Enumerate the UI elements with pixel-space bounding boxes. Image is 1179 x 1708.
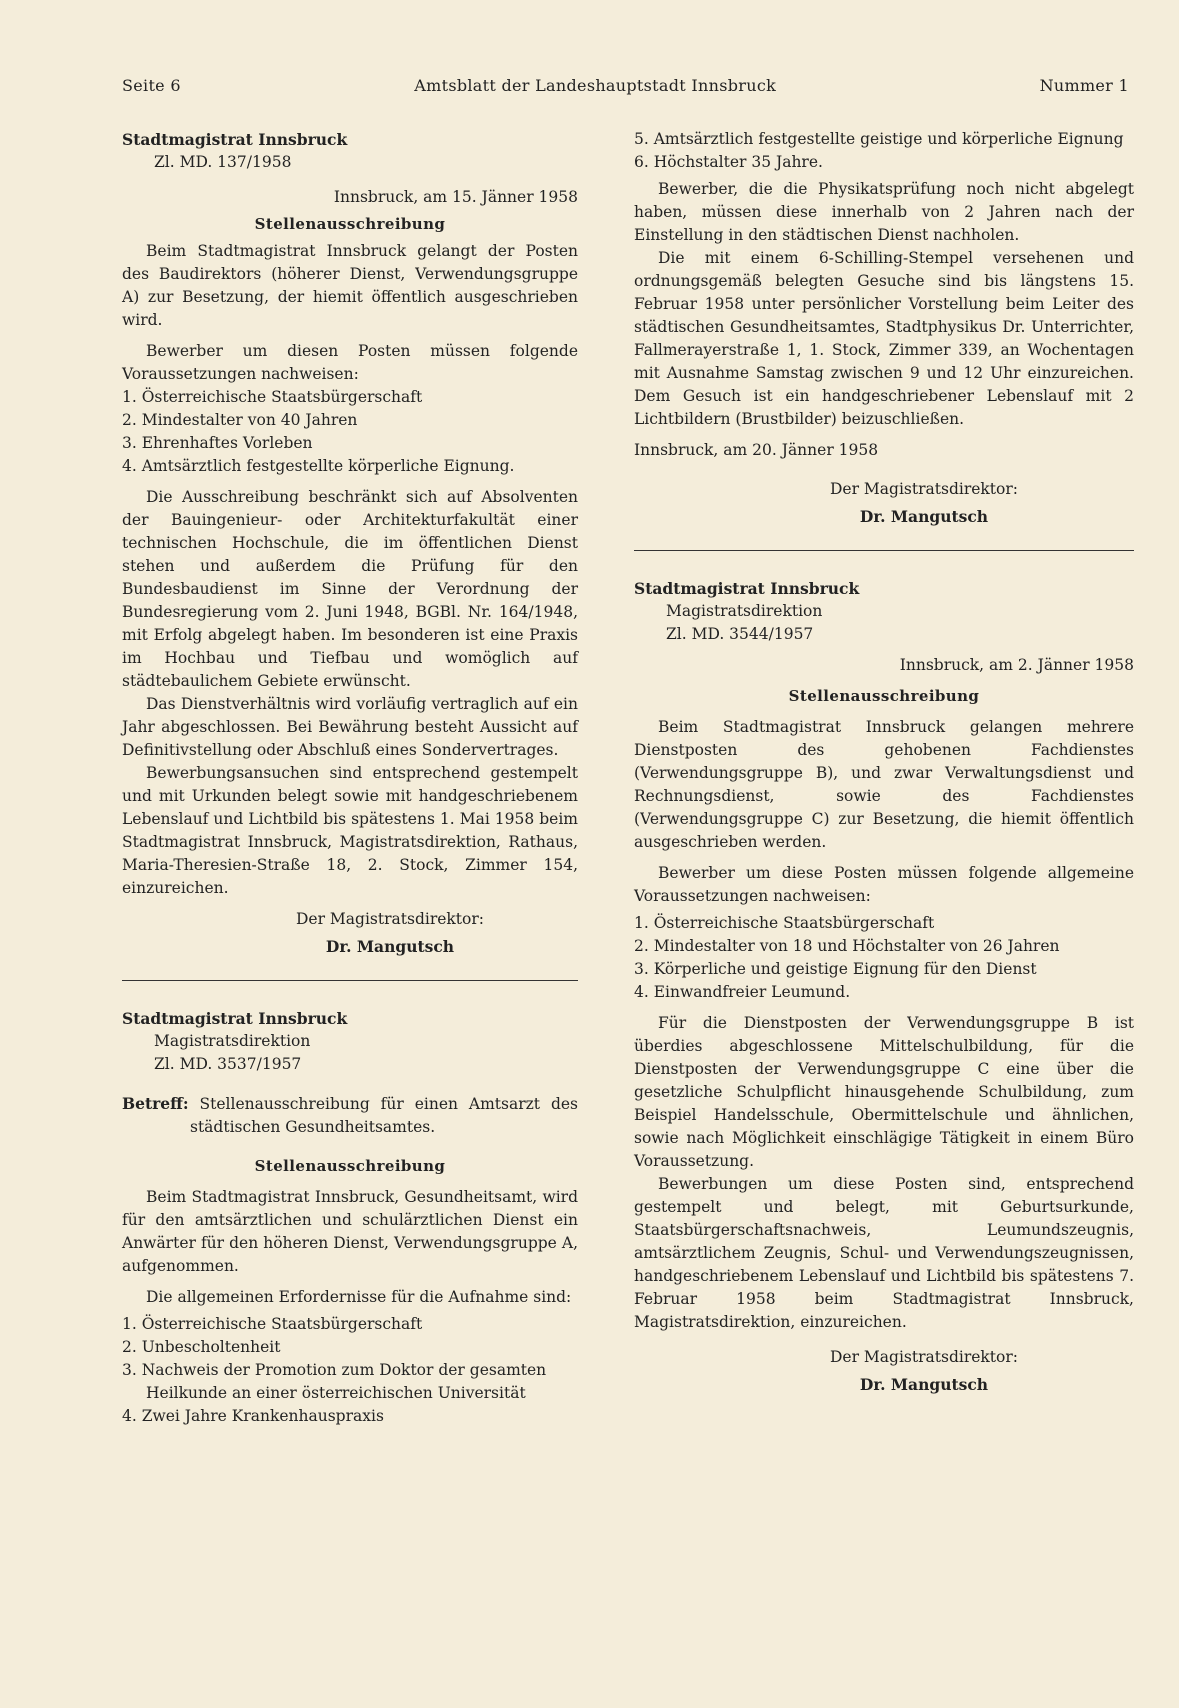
notice-ref: Zl. MD. 3544/1957 bbox=[666, 625, 814, 643]
notice-ref: Zl. MD. 3537/1957 bbox=[154, 1055, 302, 1073]
notice-date: Innsbruck, am 15. Jänner 1958 bbox=[333, 188, 578, 206]
right-column bbox=[634, 128, 1134, 1396]
page-header bbox=[122, 76, 1129, 95]
requirements-list bbox=[122, 386, 578, 478]
paragraph: Beim Stadtmagistrat Innsbruck gelangen mehrere Dienstposten des gehobenen Fachdienstes (Verwendungsgruppe B), und zwar Verwaltungsdienst und Rechnungsdienst, sowie des Fachdienstes (Verwendungsgruppe C) zur Besetzung, die hiemit öffentlich ausgeschrieben werden. bbox=[634, 718, 1134, 851]
paragraph: Die allgemeinen Erfordernisse für die Aufnahme sind: bbox=[146, 1288, 572, 1306]
paragraph: Beim Stadtmagistrat Innsbruck gelangt der Posten des Baudirektors (höherer Dienst, Verwendungsgruppe A) zur Besetzung, der hiemit öffentlich ausgeschrieben wird. bbox=[122, 242, 578, 329]
paragraph: Das Dienstverhältnis wird vorläufig vertraglich auf ein Jahr abgeschlossen. Bei Bewährung besteht Aussicht auf Definitivstellung oder Abschluß eines Sondervertrages. bbox=[122, 695, 578, 759]
notice-date: Innsbruck, am 2. Jänner 1958 bbox=[899, 656, 1134, 674]
list-item: 3. Nachweis der Promotion zum Doktor der gesamten Heilkunde an einer österreichischen Universität bbox=[122, 1361, 547, 1402]
divider bbox=[634, 550, 1134, 551]
issue-number: Nummer 1 bbox=[1039, 76, 1129, 95]
divider bbox=[122, 980, 578, 981]
notice-org: Stadtmagistrat Innsbruck bbox=[122, 1009, 348, 1028]
notice-amtsarzt bbox=[122, 1007, 578, 1428]
subject-label: Betreff: bbox=[122, 1094, 189, 1113]
requirements-list bbox=[122, 1313, 578, 1428]
paragraph: Bewerbungen um diese Posten sind, entsprechend gestempelt und belegt, mit Geburtsurkunde, Staatsbürgerschaftsnachweis, Leumundszeugnis, amtsärztlichem Zeugnis, Schul- und Verwendungszeugnissen, handgeschriebenem Lebenslauf und Lichtbild bis spätestens 7. Februar 1958 beim Stadtmagistrat Innsbruck, Magistratsdirektion, einzureichen. bbox=[634, 1175, 1134, 1331]
list-item: 3. Körperliche und geistige Eignung für den Dienst bbox=[634, 960, 1037, 978]
list-item: 2. Unbescholtenheit bbox=[122, 1338, 281, 1356]
list-item: 1. Österreichische Staatsbürgerschaft bbox=[122, 388, 423, 406]
paragraph: Bewerber, die die Physikatsprüfung noch nicht abgelegt haben, müssen diese innerhalb von 2 Jahren nach der Einstellung in den städtischen Dienst nachholen. bbox=[634, 180, 1134, 244]
paragraph: Beim Stadtmagistrat Innsbruck, Gesundheitsamt, wird für den amtsärztlichen und schulärztlichen Dienst ein Anwärter für den höheren Dienst, Verwendungsgruppe A, aufgenommen. bbox=[122, 1188, 578, 1275]
signature-name: Dr. Mangutsch bbox=[859, 507, 989, 526]
paragraph: Die Ausschreibung beschränkt sich auf Absolventen der Bauingenieur- oder Architekturfakultät einer technischen Hochschule, die im öffentlichen Dienst stehen und außerdem die Prüfung für den Bundesbaudienst im Sinne der Verordnung der Bundesregierung vom 2. Juni 1948, BGBl. Nr. 164/1948, mit Erfolg abgelegt haben. Im besonderen ist eine Praxis im Hochbau und Tiefbau und womöglich auf städtebaulichem Gebiete erwünscht. bbox=[122, 488, 578, 690]
list-item: 4. Zwei Jahre Krankenhauspraxis bbox=[122, 1407, 384, 1425]
list-item: 2. Mindestalter von 40 Jahren bbox=[122, 411, 358, 429]
signature-title: Der Magistratsdirektor: bbox=[830, 480, 1018, 498]
list-item: 1. Österreichische Staatsbürgerschaft bbox=[122, 1315, 423, 1333]
left-column bbox=[122, 128, 578, 1428]
notice-dept: Magistratsdirektion bbox=[666, 602, 823, 620]
notice-org: Stadtmagistrat Innsbruck bbox=[634, 579, 860, 598]
notice-date: Innsbruck, am 20. Jänner 1958 bbox=[634, 441, 879, 459]
list-item: 6. Höchstalter 35 Jahre. bbox=[634, 153, 823, 171]
notice-heading: Stellenausschreibung bbox=[788, 687, 980, 705]
notice-subject bbox=[122, 1092, 578, 1139]
requirements-list bbox=[634, 912, 1134, 1004]
notice-baudirektor bbox=[122, 128, 578, 958]
list-item: 4. Amtsärztlich festgestellte körperliche Eignung. bbox=[122, 457, 515, 475]
list-item: 3. Ehrenhaftes Vorleben bbox=[122, 434, 313, 452]
notice-heading: Stellenausschreibung bbox=[254, 215, 446, 233]
requirements-list bbox=[634, 128, 1134, 174]
notice-fachdienst bbox=[634, 577, 1134, 1396]
notice-org: Stadtmagistrat Innsbruck bbox=[122, 130, 348, 149]
signature-name: Dr. Mangutsch bbox=[325, 937, 455, 956]
page-label: Seite 6 bbox=[122, 76, 181, 95]
signature-name: Dr. Mangutsch bbox=[859, 1375, 989, 1394]
notice-dept: Magistratsdirektion bbox=[154, 1032, 311, 1050]
subject-text: Stellenausschreibung für einen Amtsarzt des städtischen Gesundheitsamtes. bbox=[190, 1095, 578, 1136]
list-item: 2. Mindestalter von 18 und Höchstalter von 26 Jahren bbox=[634, 937, 1060, 955]
paragraph: Bewerbungsansuchen sind entsprechend gestempelt und mit Urkunden belegt sowie mit handgeschriebenem Lebenslauf und Lichtbild bis spätestens 1. Mai 1958 beim Stadtmagistrat Innsbruck, Magistratsdirektion, Rathaus, Maria-Theresien-Straße 18, 2. Stock, Zimmer 154, einzureichen. bbox=[122, 764, 578, 897]
notice-ref: Zl. MD. 137/1958 bbox=[154, 153, 292, 171]
list-item: 1. Österreichische Staatsbürgerschaft bbox=[634, 914, 935, 932]
publication-title: Amtsblatt der Landeshauptstadt Innsbruck bbox=[414, 76, 777, 95]
paragraph: Bewerber um diesen Posten müssen folgende Voraussetzungen nachweisen: bbox=[122, 342, 578, 383]
paragraph: Bewerber um diese Posten müssen folgende allgemeine Voraussetzungen nachweisen: bbox=[634, 864, 1134, 905]
list-item: 4. Einwandfreier Leumund. bbox=[634, 983, 851, 1001]
list-item: 5. Amtsärztlich festgestellte geistige und körperliche Eignung bbox=[634, 130, 1124, 148]
signature-title: Der Magistratsdirektor: bbox=[296, 910, 484, 928]
paragraph: Für die Dienstposten der Verwendungsgruppe B ist überdies abgeschlossene Mittelschulbildung, für die Dienstposten der Verwendungsgruppe C eine über die gesetzliche Schulpflicht hinausgehende Schulbildung, zum Beispiel Handelsschule, Obermittelschule und ähnlichen, sowie nach Möglichkeit einschlägige Tätigkeit in einem Büro Voraussetzung. bbox=[634, 1014, 1134, 1170]
notice-amtsarzt-continued bbox=[634, 128, 1134, 528]
signature-title: Der Magistratsdirektor: bbox=[830, 1348, 1018, 1366]
notice-heading: Stellenausschreibung bbox=[254, 1157, 446, 1175]
paragraph: Die mit einem 6-Schilling-Stempel versehenen und ordnungsgemäß belegten Gesuche sind bis längstens 15. Februar 1958 unter persönlicher Vorstellung beim Leiter des städtischen Gesundheitsamtes, Stadtphysikus Dr. Unterrichter, Fallmerayerstraße 1, 1. Stock, Zimmer 339, an Wochentagen mit Ausnahme Samstag zwischen 9 und 12 Uhr einzureichen. Dem Gesuch ist ein handgeschriebener Lebenslauf mit 2 Lichtbildern (Brustbilder) beizuschließen. bbox=[634, 249, 1134, 428]
